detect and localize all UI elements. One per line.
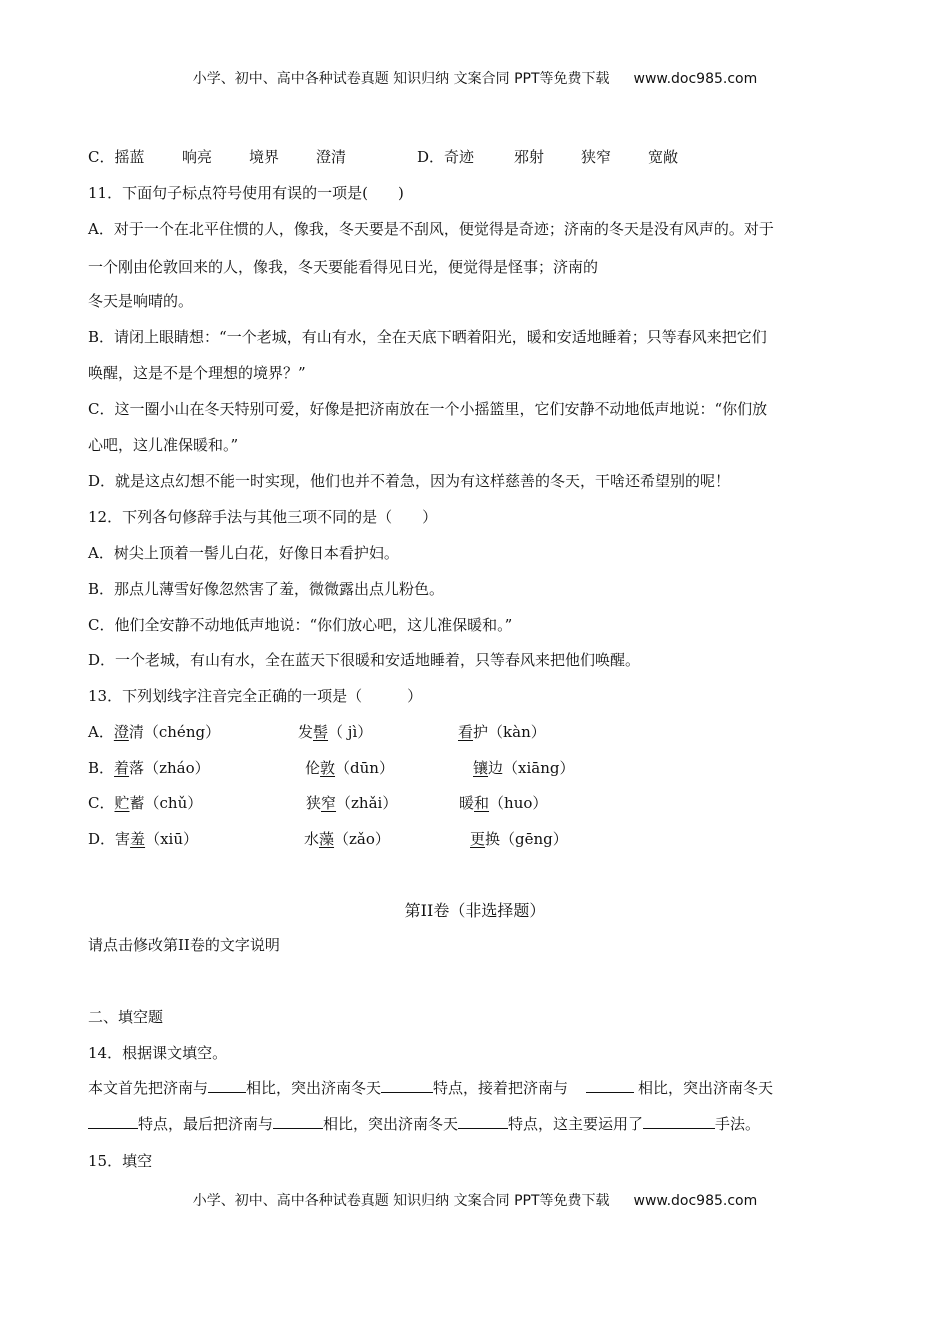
q14-stem: 14．根据课文填空。	[88, 1044, 228, 1062]
pinyin: （chǔ）	[144, 794, 203, 812]
q11-option-a-line3: 冬天是响晴的。	[88, 292, 194, 310]
q11-stem: 11．下面句子标点符号使用有误的一项是( )	[88, 184, 404, 202]
q10-option-d-word1: D．奇迹	[417, 148, 475, 166]
underlined-char: 更	[470, 830, 486, 848]
q12-option-d: D．一个老城，有山有水，全在蓝天下很暖和安适地睡着，只等春风来把他们唤醒。	[88, 651, 641, 669]
q10-option-c-word1: C．摇蓝	[88, 148, 145, 166]
underlined-char: 贮	[114, 794, 130, 812]
q10-option-d-word4: 宽敞	[648, 148, 679, 166]
q11-option-c-line1: C．这一圈小山在冬天特别可爱，好像是把济南放在一个小摇篮里，它们安静不动地低声地说：“你们放	[88, 400, 768, 418]
word-char: 护	[473, 723, 489, 741]
fill-blank[interactable]	[586, 1078, 634, 1093]
pinyin: （huo）	[489, 794, 548, 812]
q14-line2: 特点，最后把济南与 相比，突出济南冬天 特点，这主要运用了 手法。	[88, 1113, 760, 1134]
q13-stem: 13．下列划线字注音完全正确的一项是（ ）	[88, 687, 423, 705]
q10-option-c-word3: 境界	[249, 148, 280, 166]
page-footer	[0, 1190, 950, 1210]
q12-stem: 12．下列各句修辞手法与其他三项不同的是（ ）	[88, 508, 438, 526]
word-char: 落	[129, 759, 145, 777]
pinyin: （xiāng）	[503, 759, 575, 777]
pinyin: （zhǎi）	[336, 794, 398, 812]
q10-option-d-word3: 狭窄	[581, 148, 612, 166]
underlined-char: 看	[458, 723, 474, 741]
word-char: 狭	[306, 794, 322, 812]
underlined-char: 和	[474, 794, 490, 812]
q15-stem: 15．填空	[88, 1152, 153, 1170]
pinyin: （zháo）	[144, 759, 210, 777]
header-url: www.doc985.com	[633, 71, 758, 87]
word-char: 发	[298, 723, 314, 741]
part-heading: 二、填空题	[88, 1008, 164, 1026]
option-label: C．	[88, 794, 115, 812]
fill-blank[interactable]	[88, 1114, 138, 1129]
fill-blank[interactable]	[643, 1114, 715, 1129]
section-title: 第II卷（非选择题）	[404, 901, 546, 920]
pinyin: （dūn）	[335, 759, 394, 777]
underlined-char: 髻	[313, 723, 329, 741]
section-note: 请点击修改第II卷的文字说明	[88, 936, 280, 954]
word-char: 蓄	[129, 794, 145, 812]
pinyin: （kàn）	[488, 723, 546, 741]
option-label: A．	[88, 723, 114, 741]
q12-option-b: B．那点儿薄雪好像忽然害了羞，微微露出点儿粉色。	[88, 580, 445, 598]
fill-blank[interactable]	[381, 1078, 433, 1093]
underlined-char: 敦	[320, 759, 336, 777]
page-header	[0, 68, 950, 88]
underlined-char: 澄	[113, 723, 129, 741]
word-char: 害	[115, 830, 131, 848]
fill-blank[interactable]	[458, 1114, 508, 1129]
word-char: 边	[488, 759, 504, 777]
pinyin: （ jì）	[328, 723, 373, 741]
q11-option-d: D．就是这点幻想不能一时实现，他们也并不着急，因为有这样慈善的冬天，干啥还希望别的呢！	[88, 472, 731, 490]
underlined-char: 藻	[319, 830, 335, 848]
word-char: 换	[485, 830, 501, 848]
header-text: 小学、初中、高中各种试卷真题 知识归纳 文案合同 PPT等免费下载	[192, 71, 610, 87]
underlined-char: 羞	[130, 830, 146, 848]
pinyin: （zǎo）	[334, 830, 390, 848]
word-char: 清	[128, 723, 144, 741]
word-char: 水	[304, 830, 320, 848]
q12-option-a: A．树尖上顶着一髻儿白花，好像日本看护妇。	[88, 544, 399, 562]
pinyin: （gēng）	[500, 830, 568, 848]
q14-line1: 本文首先把济南与 相比，突出济南冬天 特点，接着把济南与 相比，突出济南冬天	[88, 1079, 774, 1097]
q11-option-b-line1: B．请闭上眼睛想：“一个老城，有山有水，全在天底下晒着阳光，暖和安适地睡着；只等春风来把它们	[88, 328, 767, 346]
option-label: B．	[88, 759, 115, 777]
footer-text: 小学、初中、高中各种试卷真题 知识归纳 文案合同 PPT等免费下载	[192, 1193, 610, 1209]
word-char: 暖	[459, 794, 475, 812]
q12-option-c: C．他们全安静不动地低声地说：“你们放心吧，这儿准保暖和。”	[88, 616, 513, 634]
q10-option-c-word2: 响亮	[182, 148, 213, 166]
underlined-char: 窄	[321, 794, 337, 812]
word-char: 伦	[305, 759, 321, 777]
fill-blank[interactable]	[273, 1114, 323, 1129]
q11-option-c-line2: 心吧，这儿准保暖和。”	[88, 436, 239, 454]
underlined-char: 着	[114, 759, 130, 777]
pinyin: （chéng）	[143, 723, 221, 741]
fill-blank[interactable]	[208, 1078, 246, 1093]
q11-option-a-line1: A．对于一个在北平住惯的人，像我，冬天要是不刮风，便觉得是奇迹；济南的冬天是没有风声的。对于	[88, 220, 774, 238]
option-label: D．	[88, 830, 116, 848]
pinyin: （xiū）	[145, 830, 198, 848]
q11-option-b-line2: 唤醒，这是不是个理想的境界？”	[88, 364, 306, 382]
footer-url: www.doc985.com	[633, 1193, 758, 1209]
q10-option-d-word2: 邪射	[514, 148, 545, 166]
underlined-char: 镶	[473, 759, 489, 777]
q10-option-c-word4: 澄清	[316, 148, 347, 166]
q11-option-a-line2: 一个刚由伦敦回来的人，像我，冬天要能看得见日光，便觉得是怪事；济南的	[88, 258, 599, 276]
